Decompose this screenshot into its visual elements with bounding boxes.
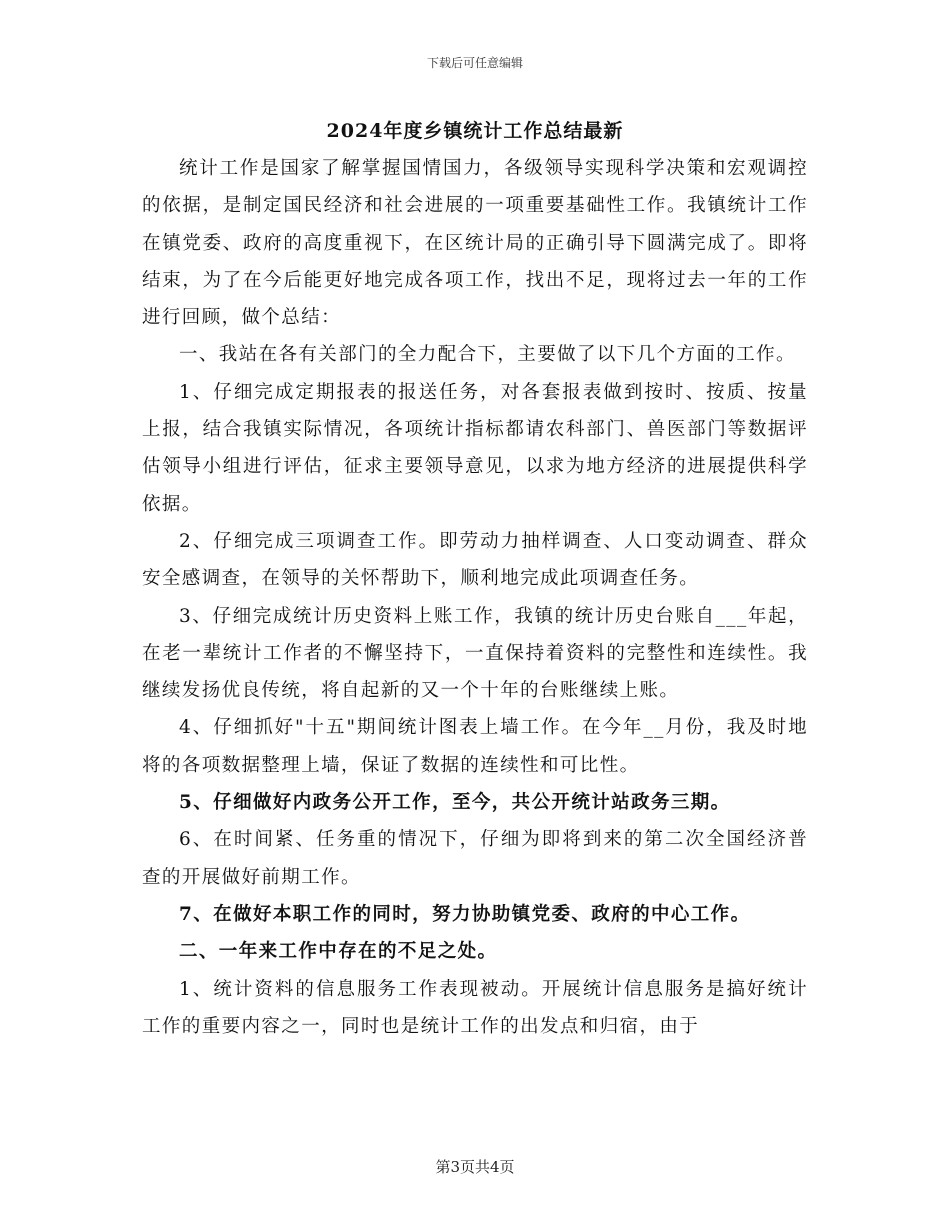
paragraph-intro: 统计工作是国家了解掌握国情国力，各级领导实现科学决策和宏观调控的依据，是制定国民经济和社会进展的一项重要基础性工作。我镇统计工作在镇党委、政府的高度重视下，在区统计局的正确引导下圆满完成了。即将结束，为了在今后能更好地完成各项工作，找出不足，现将过去一年的工作进行回顾，做个总结： [142,158,808,329]
paragraph-section-2-heading: 二、一年来工作中存在的不足之处。 [179,941,498,963]
paragraph-item-7: 7、在做好本职工作的同时，努力协助镇党委、政府的中心工作。 [179,903,751,925]
paragraph-item-5: 5、仔细做好内政务公开工作，至今，共公开统计站政务三期。 [179,792,731,814]
paragraph-item-4: 4、仔细抓好"十五"期间统计图表上墙工作。在今年__月份，我及时地将的各项数据整理上墙，保证了数据的连续性和可比性。 [142,717,808,776]
paragraph-section-2-item-1: 1、统计资料的信息服务工作表现被动。开展统计信息服务是搞好统计工作的重要内容之一，同时也是统计工作的出发点和归宿，由于 [142,978,808,1037]
paragraph-item-2: 2、仔细完成三项调查工作。即劳动力抽样调查、人口变动调查、群众安全感调查，在领导的关怀帮助下，顺利地完成此项调查任务。 [142,530,808,590]
page-number: 第3页共4页 [435,1158,515,1176]
paragraph-section-1-heading: 一、我站在各有关部门的全力配合下，主要做了以下几个方面的工作。 [179,344,796,366]
document-body [142,150,808,1045]
paragraph-item-1: 1、仔细完成定期报表的报送任务，对各套报表做到按时、按质、按量上报，结合我镇实际情况，各项统计指标都请农科部门、兽医部门等数据评估领导小组进行评估，征求主要领导意见，以求为地方经济的进展提供科学依据。 [142,381,808,515]
paragraph-item-6: 6、在时间紧、任务重的情况下，仔细为即将到来的第二次全国经济普查的开展做好前期工作。 [142,829,808,888]
document-title: 2024年度乡镇统计工作总结最新 [326,120,624,142]
header-note: 下载后可任意编辑 [426,56,523,70]
paragraph-item-3: 3、仔细完成统计历史资料上账工作，我镇的统计历史台账自___年起，在老一辈统计工作者的不懈坚持下，一直保持着资料的完整性和连续性。我继续发扬优良传统，将自起新的又一个十年的台账继续上账。 [142,605,808,702]
